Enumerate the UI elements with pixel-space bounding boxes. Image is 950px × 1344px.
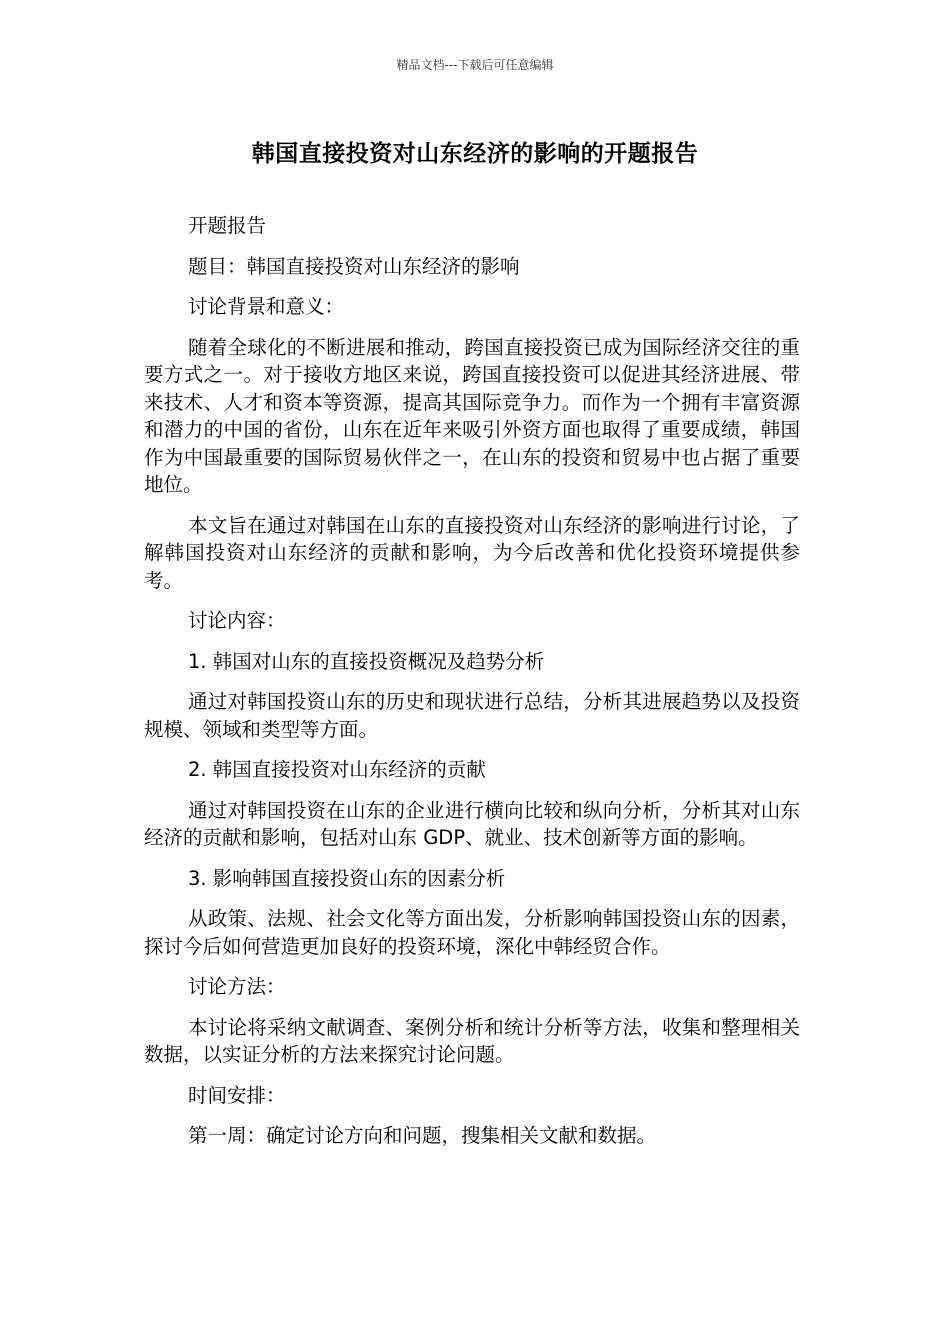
paragraph-background: 随着全球化的不断进展和推动，跨国直接投资已成为国际经济交往的重要方式之一。对于接收方地区来说，跨国直接投资可以促进其经济进展、带来技术、人才和资本等资源，提高其国际竞争力。而作为一个拥有丰富资源和潜力的中国的省份，山东在近年来吸引外资方面也取得了重要成绩，韩国作为中国最重要的国际贸易伙伴之一，在山东的投资和贸易中也占据了重要地位。: [144, 335, 800, 496]
paragraph-topic: 题目：韩国直接投资对山东经济的影响: [188, 254, 520, 278]
paragraph-method: 本讨论将采纳文献调查、案例分析和统计分析等方法，收集和整理相关数据，以实证分析的方法来探究讨论问题。: [144, 1015, 800, 1066]
heading-background: 讨论背景和意义：: [188, 295, 345, 318]
document-title: 韩国直接投资对山东经济的影响的开题报告: [251, 141, 699, 167]
document-body: [144, 212, 800, 1163]
paragraph-purpose: 本文旨在通过对韩国在山东的直接投资对山东经济的影响进行讨论，了解韩国投资对山东经济的贡献和影响，为今后改善和优化投资环境提供参考。: [144, 513, 800, 592]
heading-content: 讨论内容：: [188, 609, 286, 632]
content-item-2-title: 2. 韩国直接投资对山东经济的贡献: [188, 758, 486, 781]
heading-schedule: 时间安排：: [188, 1083, 286, 1107]
paragraph-report-label: 开题报告: [188, 214, 267, 237]
schedule-week-1: 第一周：确定讨论方向和问题，搜集相关文献和数据。: [188, 1124, 657, 1147]
content-item-3-title: 3. 影响韩国直接投资山东的因素分析: [188, 866, 506, 890]
content-item-1-body: 通过对韩国投资山东的历史和现状进行总结，分析其进展趋势以及投资规模、领域和类型等方面。: [144, 690, 800, 741]
content-item-3-body: 从政策、法规、社会文化等方面出发，分析影响韩国投资山东的因素，探讨今后如何营造更加良好的投资环境，深化中韩经贸合作。: [144, 907, 800, 958]
content-item-2-body: 通过对韩国投资在山东的企业进行横向比较和纵向分析，分析其对山东经济的贡献和影响，包括对山东 GDP、就业、技术创新等方面的影响。: [144, 798, 800, 849]
header-note: 精品文档---下载后可任意编辑: [396, 58, 554, 72]
content-item-1-title: 1. 韩国对山东的直接投资概况及趋势分析: [188, 649, 545, 673]
heading-method: 讨论方法：: [188, 975, 286, 998]
